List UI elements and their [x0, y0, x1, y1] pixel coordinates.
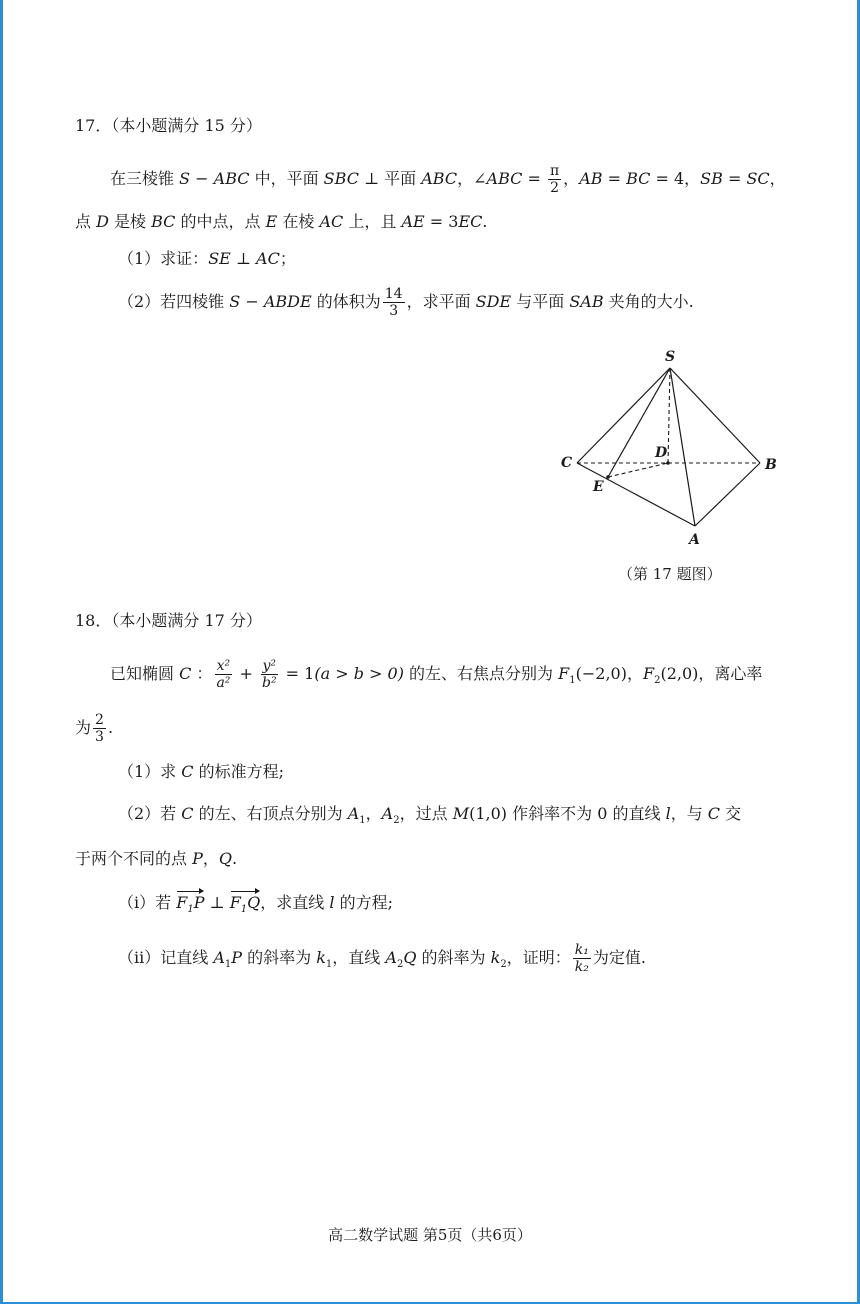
math: C	[707, 804, 721, 823]
q18-part2-cont	[75, 849, 237, 869]
text: ，	[202, 849, 219, 868]
text: （2）若四棱锥	[118, 292, 230, 311]
text: 为	[75, 718, 92, 737]
text: ，	[563, 169, 580, 188]
math: SE ⊥ AC	[208, 249, 280, 268]
text: （1）求	[118, 762, 182, 781]
math: P	[193, 893, 205, 912]
q18-header: 18．（本小题满分 17 分）	[75, 611, 262, 630]
text: ；	[279, 249, 296, 268]
text: ，过点	[399, 804, 453, 823]
label-B: B	[765, 457, 777, 473]
text: 的中点，点	[175, 212, 266, 231]
text: ，	[365, 804, 382, 823]
numerator: x²	[216, 658, 231, 674]
math: Q	[403, 948, 417, 967]
text: ，与	[670, 804, 708, 823]
subscript: 1	[359, 815, 366, 827]
fraction	[93, 712, 106, 745]
math: P	[192, 849, 203, 868]
text: 与平面	[511, 292, 570, 311]
fraction	[573, 942, 591, 975]
text: ，∠	[457, 169, 487, 188]
q18-subpart-i	[118, 891, 393, 920]
q17-part1	[118, 249, 296, 269]
text: 为定值.	[592, 948, 646, 967]
text: （1）求证：	[118, 249, 209, 268]
text: 的左、右顶点分别为	[193, 804, 348, 823]
math: F	[229, 893, 241, 912]
page-border-left	[0, 0, 3, 1304]
q18-subpart-ii	[118, 942, 646, 975]
edge-AB	[695, 463, 760, 526]
text: 交	[720, 804, 742, 823]
q18-part2	[118, 804, 741, 831]
math: ABC	[421, 169, 458, 188]
text: = 1	[280, 664, 315, 683]
math: AE	[401, 212, 425, 231]
text: .	[482, 212, 488, 231]
label-A: A	[689, 532, 700, 548]
text: ，求平面	[406, 292, 476, 311]
text: （i）若	[118, 893, 177, 912]
math: F	[176, 893, 188, 912]
q18-line2	[75, 712, 113, 745]
text: .	[232, 849, 238, 868]
subscript: 1	[187, 904, 194, 916]
denominator: 3	[389, 303, 399, 319]
subscript: 2	[393, 815, 400, 827]
math: AB = BC	[579, 169, 651, 188]
math: F	[642, 664, 655, 683]
q17-header: 17．（本小题满分 15 分）	[75, 116, 262, 135]
text: ⊥	[204, 893, 230, 912]
text: 的方程;	[334, 893, 393, 912]
subscript: 2	[654, 675, 661, 687]
math: C	[179, 664, 192, 683]
edge-SB	[670, 368, 760, 463]
numerator: π	[549, 163, 560, 179]
math: k	[316, 948, 326, 967]
math: D	[96, 212, 109, 231]
text: = 3	[424, 212, 459, 231]
math: l	[329, 893, 335, 912]
math: C	[181, 804, 194, 823]
fraction	[214, 658, 232, 691]
text: ，	[626, 664, 643, 683]
q17-line2	[75, 212, 487, 232]
fraction	[548, 163, 561, 196]
text: 的标准方程;	[193, 762, 285, 781]
text: ，直线	[332, 948, 386, 967]
math: AC	[319, 212, 344, 231]
q17-part2	[118, 286, 694, 319]
math: C	[181, 762, 194, 781]
math: (a > b > 0)	[314, 664, 404, 683]
math: S − ABDE	[229, 292, 312, 311]
pyramid-figure	[555, 343, 785, 558]
label-D: D	[655, 445, 668, 461]
math: k	[490, 948, 501, 967]
math: A	[385, 948, 397, 967]
denominator: b²	[261, 675, 277, 691]
text: 是棱	[108, 212, 152, 231]
label-S: S	[665, 349, 676, 365]
fraction	[383, 286, 405, 319]
math: F	[558, 664, 570, 683]
text: ，	[769, 169, 786, 188]
numerator: y²	[262, 658, 277, 674]
text: ⊥ 平面	[358, 169, 422, 188]
denominator: 3	[95, 729, 104, 745]
edge-SA	[670, 368, 695, 526]
text: =	[522, 169, 546, 188]
math: P	[231, 948, 243, 967]
point-E	[606, 475, 610, 479]
math: A	[347, 804, 360, 823]
math: Q	[247, 893, 261, 912]
math: SB = SC	[700, 169, 770, 188]
math: SAB	[569, 292, 604, 311]
math: S − ABC	[179, 169, 250, 188]
numerator: 14	[384, 286, 403, 302]
text: （ii）记直线	[118, 948, 214, 967]
text: 于两个不同的点	[75, 849, 193, 868]
text: ：	[191, 664, 213, 683]
vector-F1P	[176, 891, 204, 920]
text: 在三棱锥	[110, 169, 180, 188]
point-D	[666, 461, 670, 465]
subscript: 1	[325, 959, 333, 971]
math: l	[665, 804, 671, 823]
text: 的左、右焦点分别为	[403, 664, 559, 683]
vector-F1Q	[230, 891, 261, 920]
denominator: a²	[216, 675, 231, 691]
text: 夹角的大小.	[603, 292, 694, 311]
subscript: 1	[240, 904, 248, 916]
math: A	[213, 948, 225, 967]
math: BC	[151, 212, 176, 231]
math: SBC	[323, 169, 359, 188]
math: EC	[458, 212, 483, 231]
math: Q	[218, 849, 232, 868]
subscript: 2	[500, 959, 507, 971]
math: E	[265, 212, 278, 231]
denominator: k₂	[574, 959, 589, 975]
text: ，离心率	[698, 664, 763, 683]
text: 已知椭圆	[110, 664, 180, 683]
edge-SD-hidden	[668, 368, 670, 463]
math: ABC	[486, 169, 523, 188]
text: 点	[75, 212, 97, 231]
math: (−2,0)	[575, 664, 627, 683]
page-footer: 高二数学试题 第5页（共6页）	[328, 1226, 532, 1244]
denominator: 2	[550, 180, 560, 196]
label-C: C	[561, 455, 573, 471]
text: 作斜率不为 0 的直线	[507, 804, 666, 823]
fraction	[260, 658, 279, 691]
math: M	[452, 804, 470, 823]
text: = 4，	[650, 169, 701, 188]
math: (1,0)	[469, 804, 508, 823]
subscript: 1	[224, 959, 232, 971]
text: 的斜率为	[416, 948, 491, 967]
text: .	[107, 718, 114, 737]
numerator: 2	[95, 712, 104, 728]
text: 的斜率为	[242, 948, 317, 967]
math: (2,0)	[660, 664, 699, 683]
figure-caption: （第 17 题图）	[618, 565, 722, 583]
q18-part1	[118, 762, 284, 782]
text: ，证明：	[506, 948, 571, 967]
text: （2）若	[118, 804, 182, 823]
subscript: 2	[396, 959, 404, 971]
edge-ED-hidden	[608, 463, 668, 477]
subscript: 1	[569, 675, 576, 687]
label-E: E	[593, 479, 604, 495]
text: +	[234, 664, 258, 683]
q17-line1	[110, 163, 786, 196]
text: 在棱	[277, 212, 320, 231]
text: 中，平面	[249, 169, 324, 188]
text: 上，且	[343, 212, 402, 231]
math: A	[381, 804, 394, 823]
numerator: k₁	[574, 942, 589, 958]
q18-line1	[110, 658, 762, 691]
text: 的体积为	[311, 292, 381, 311]
text: ，求直线	[260, 893, 330, 912]
math: SDE	[475, 292, 512, 311]
